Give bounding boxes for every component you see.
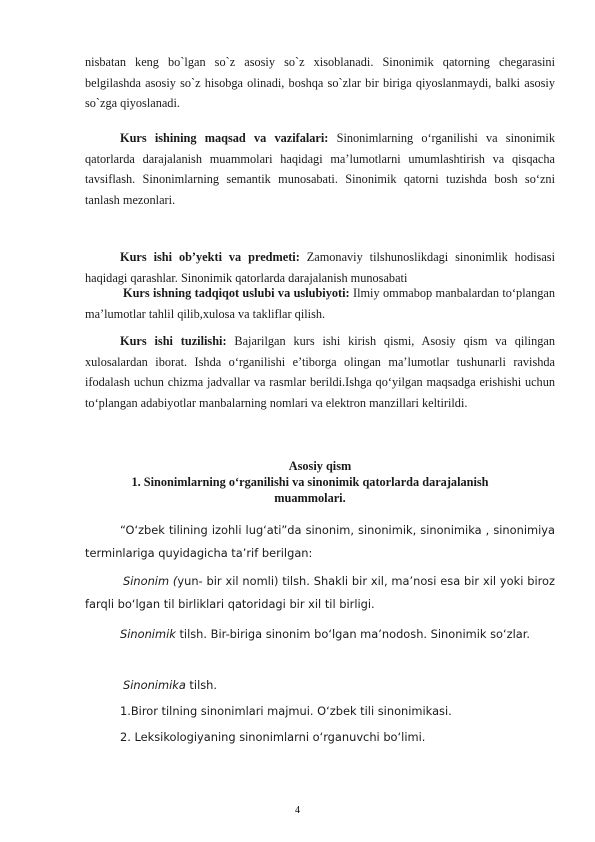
paragraph-sinonim <box>85 570 555 615</box>
page-number: 4 <box>295 805 300 816</box>
method-label: Kurs ishning tadqiqot uslubi va uslubiyoti: <box>123 286 350 300</box>
paragraph-sinonimika <box>85 674 555 697</box>
sinonimik-definition: tilsh. Bir-biriga sinonim bo‘lgan ma’nodosh. Sinonimik so‘zlar. <box>175 627 531 641</box>
paragraph-object <box>85 247 555 288</box>
sinonim-term: Sinonim ( <box>123 574 178 588</box>
paragraph-intro: nisbatan keng bo`lgan so`z asosiy so`z xisoblanadi. Sinonimik qatorning chegarasini belgilashda asosiy so`z hisobga olinadi, boshqa so`zlar bir biriga qiyoslanmaydi, balki asosiy so`zga qiyoslanadi. <box>85 55 555 111</box>
section-heading: Asosiy qism <box>288 459 352 473</box>
paragraph-structure <box>85 331 555 413</box>
sinonimika-term: Sinonimika <box>123 678 186 692</box>
sinonim-definition: yun- bir xil nomli) tilsh. Shakli bir xil, ma’nosi esa bir xil yoki biroz farqli bo‘lgan til birliklari qatoridagi bir xil til birligi. <box>85 574 555 611</box>
sinonimika-item-1: 1.Biror tilning sinonimlari majmui. O‘zbek tili sinonimikasi. <box>120 704 452 718</box>
paragraph-dictionary: “O‘zbek tilining izohli lug‘ati”da sinonim, sinonimik, sinonimika , sinonimiya terminlariga quyidagicha ta’rif berilgan: <box>85 523 555 560</box>
aims-label: Kurs ishining maqsad va vazifalari: <box>120 131 329 145</box>
sinonimika-item-2: 2. Leksikologiyaning sinonimlarni o‘rganuvchi bo‘limi. <box>120 730 426 744</box>
method-text: Ilmiy ommabop manbalardan to‘plangan ma’lumotlar tahlil qilib,xulosa va takliflar qilish. <box>85 286 555 321</box>
structure-label: Kurs ishi tuzilishi: <box>120 334 227 348</box>
structure-text: Bajarilgan kurs ishi kirish qismi, Asosiy qism va qilingan xulosalardan iborat. Ishda o‘rganilishi e’tiborga olingan ma’lumotlar tushunarli ravishda ifodalash uchun chizma jadvallar va rasmlar berildi.Ishga qo‘yilgan maqsadga erishishi uchun to‘plangan adabiyotlar manbalarning nomlari va elektron manzillari keltirildi. <box>85 334 555 410</box>
aims-text: Sinonimlarning o‘rganilishi va sinonimik qatorlarda darajalanish muammolari haqidagi ma’lumotlarni umumlashtirish va qisqacha tavsiflash. Sinonimlarning semantik munosabati. Sinonimik qatorni tuzishda bosh so‘zni tanlash mezonlari. <box>85 131 555 207</box>
sinonimik-term: Sinonimik <box>120 627 176 641</box>
chapter-heading: 1. Sinonimlarning o‘rganilishi va sinonimik qatorlarda darajalanish muammolari. <box>131 475 489 505</box>
paragraph-aims <box>85 128 555 210</box>
object-text: Zamonaviy tilshunoslikdagi sinonimlik hodisasi haqidagi qarashlar. Sinonimik qatorlarda darajalanish munosabati <box>85 250 555 285</box>
paragraph-sinonimik <box>85 623 555 646</box>
sinonimika-definition: tilsh. <box>185 678 218 692</box>
object-label: Kurs ishi ob’yekti va predmeti: <box>120 250 300 264</box>
paragraph-method <box>85 283 555 324</box>
